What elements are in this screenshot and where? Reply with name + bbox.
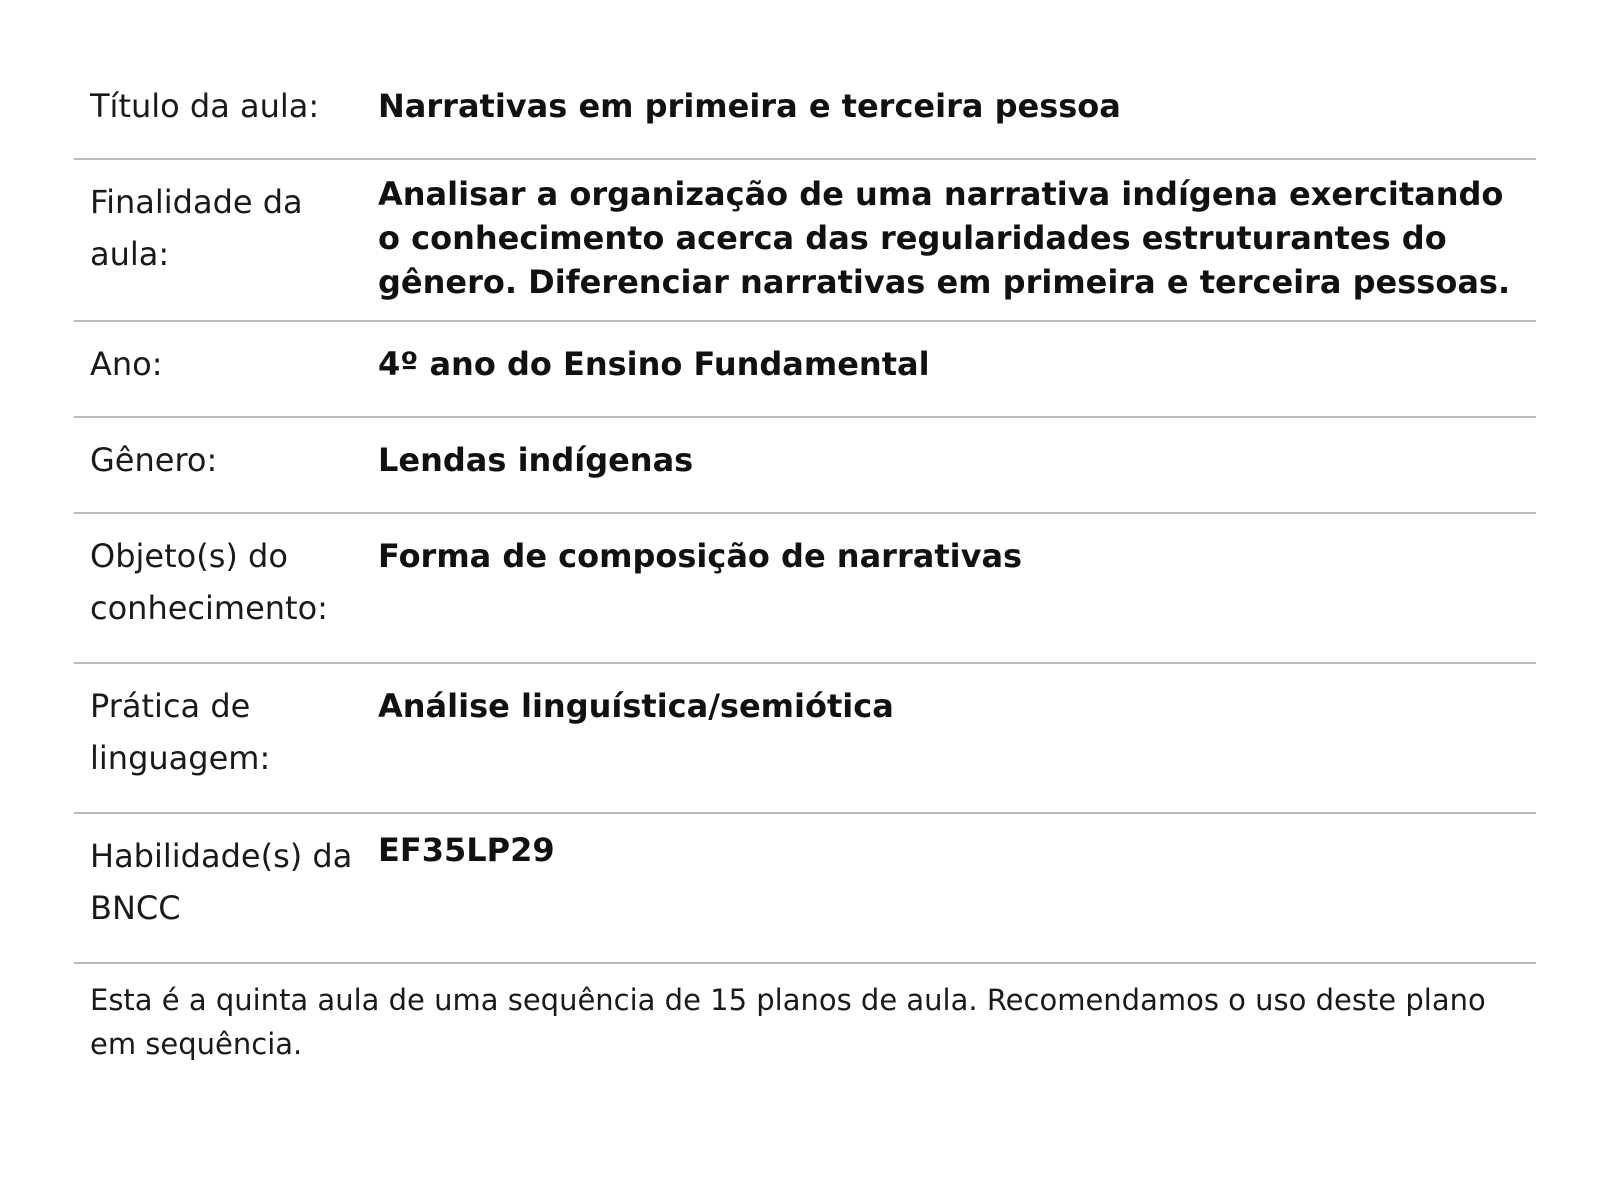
row-value: EF35LP29	[378, 831, 555, 869]
row-lesson-title	[74, 70, 1536, 160]
row-label: Ano:	[90, 345, 163, 383]
row-genre	[74, 418, 1536, 514]
row-language-practice	[74, 664, 1536, 814]
row-year	[74, 322, 1536, 418]
row-bncc-skills	[74, 814, 1536, 964]
lesson-plan-table	[74, 70, 1536, 1066]
row-label: Objeto(s) do conhecimento:	[90, 537, 328, 627]
sequence-note: Esta é a quinta aula de uma sequência de 15 planos de aula. Recomendamos o uso deste plano em sequência.	[90, 983, 1486, 1061]
row-lesson-purpose	[74, 160, 1536, 322]
row-knowledge-objects	[74, 514, 1536, 664]
row-label: Prática de linguagem:	[90, 687, 271, 777]
row-value: Lendas indígenas	[378, 441, 694, 479]
row-value: Narrativas em primeira e terceira pessoa	[378, 87, 1121, 125]
row-label: Título da aula:	[90, 87, 320, 125]
row-label: Gênero:	[90, 441, 218, 479]
row-value: Analisar a organização de uma narrativa indígena exercitando o conhecimento acerca das regularidades estruturantes do gênero. Diferenciar narrativas em primeira e terceira pessoas.	[378, 175, 1511, 301]
row-value: Análise linguística/semiótica	[378, 687, 894, 725]
row-value: 4º ano do Ensino Fundamental	[378, 345, 930, 383]
row-label: Finalidade da aula:	[90, 183, 303, 273]
row-label: Habilidade(s) da BNCC	[90, 837, 353, 927]
row-value: Forma de composição de narrativas	[378, 537, 1023, 575]
